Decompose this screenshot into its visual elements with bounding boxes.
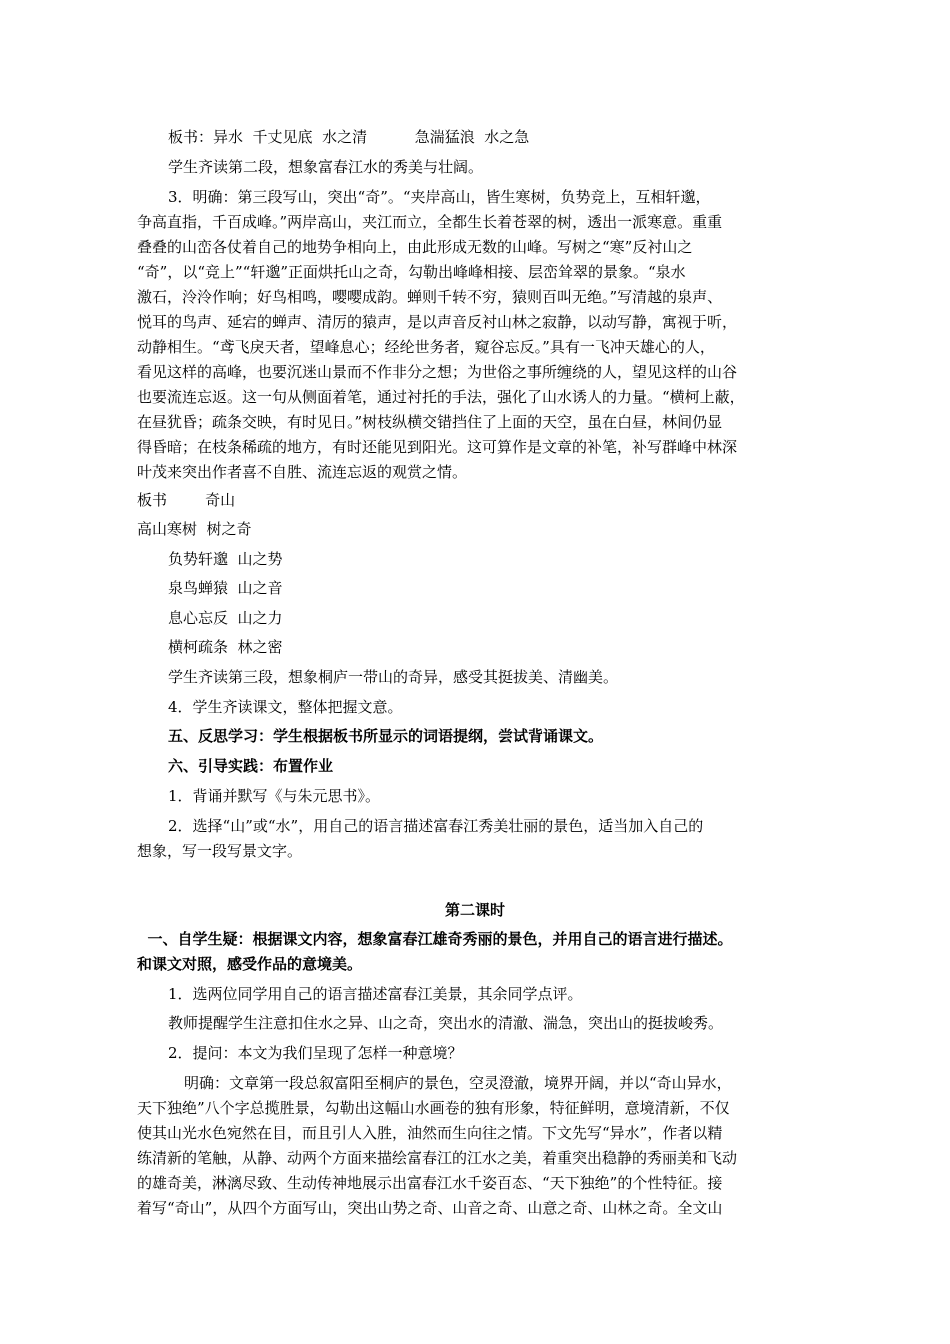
section-heading: 五、反思学习：学生根据板书所显示的词语提纲，尝试背诵课文。 xyxy=(168,727,604,745)
text-line: 着写“奇山”，从四个方面写山，突出山势之奇、山音之奇、山意之奇、山林之奇。全文山 xyxy=(137,1199,723,1217)
text-line: 明确：文章第一段总叙富阳至桐庐的景色，空灵澄澈，境界开阔，并以“奇山异水， xyxy=(184,1074,732,1092)
text-line: 1．背诵并默写《与朱元思书》。 xyxy=(168,787,381,805)
blackboard-line: 泉鸟蝉猿 山之音 xyxy=(168,579,283,597)
text-line: 天下独绝”八个字总揽胜景，勾勒出这幅山水画卷的独有形象，特征鲜明，意境清新，不仅 xyxy=(137,1099,730,1117)
text-line: 4．学生齐读课文，整体把握文意。 xyxy=(168,698,403,716)
text-line: 叠叠的山峦各仗着自己的地势争相向上，由此形成无数的山峰。写树之“寒”反衬山之 xyxy=(137,238,693,256)
text-line: 得昏暗；在枝条稀疏的地方，有时还能见到阳光。这可算作是文章的补笔，补写群峰中林深 xyxy=(137,438,738,456)
text-line: 教师提醒学生注意扣住水之异、山之奇，突出水的清澈、湍急，突出山的挺拔峻秀。 xyxy=(168,1014,724,1032)
blackboard-heading: 板书 奇山 xyxy=(137,491,236,509)
text-line: 叶茂来突出作者喜不自胜、流连忘返的观赏之情。 xyxy=(137,463,468,481)
text-line: 想象，写一段写景文字。 xyxy=(137,842,303,860)
text-line: 学生齐读第二段，想象富春江水的秀美与壮阔。 xyxy=(168,158,484,176)
blackboard-line: 负势轩邈 山之势 xyxy=(168,550,283,568)
text-line: 2．选择“山”或“水”，用自己的语言描述富春江秀美壮丽的景色，适当加入自己的 xyxy=(168,817,704,835)
blackboard-line: 高山寒树 树之奇 xyxy=(137,520,252,538)
text-line: 动静相生。“鸢飞戾天者，望峰息心；经纶世务者，窥谷忘反。”具有一飞冲天雄心的人， xyxy=(137,338,715,356)
section-heading: 和课文对照，感受作品的意境美。 xyxy=(137,955,363,973)
text-line: 争高直指，千百成峰。”两岸高山，夹江而立，全都生长着苍翠的树，透出一派寒意。重重 xyxy=(137,213,723,231)
text-line: 的雄奇美，淋漓尽致、生动传神地展示出富春江水千姿百态、“天下独绝”的个性特征。接 xyxy=(137,1174,723,1192)
text-line: 学生齐读第三段，想象桐庐一带山的奇异，感受其挺拔美、清幽美。 xyxy=(168,668,619,686)
text-line: 激石，泠泠作响；好鸟相鸣，嘤嘤成韵。蝉则千转不穷，猿则百叫无绝。”写清越的泉声、 xyxy=(137,288,723,306)
section-heading: 六、引导实践：布置作业 xyxy=(168,757,334,775)
section-heading: 一、自学生疑：根据课文内容，想象富春江雄奇秀丽的景色，并用自己的语言进行描述。 xyxy=(137,930,733,948)
text-line: 使其山光水色宛然在目，而且引人入胜，油然而生向往之情。下文先写“异水”，作者以精 xyxy=(137,1124,723,1142)
text-line: 也要流连忘返。这一句从侧面着笔，通过衬托的手法，强化了山水诱人的力量。“横柯上蔽， xyxy=(137,388,745,406)
blackboard-line: 横柯疏条 林之密 xyxy=(168,638,283,656)
text-line: 看见这样的高峰，也要沉迷山景而不作非分之想；为世俗之事所缠绕的人，望见这样的山谷 xyxy=(137,363,738,381)
text-line: 1．选两位同学用自己的语言描述富春江美景，其余同学点评。 xyxy=(168,985,583,1003)
text-line: 板书：异水 千丈见底 水之清 急湍猛浪 水之急 xyxy=(168,128,530,146)
blackboard-line: 息心忘反 山之力 xyxy=(168,609,283,627)
text-line: 在昼犹昏；疏条交映，有时见日。”树枝纵横交错挡住了上面的天空，虽在白昼，林间仍显 xyxy=(137,413,723,431)
text-line: 悦耳的鸟声、延宕的蝉声、清厉的猿声，是以声音反衬山林之寂静，以动写静，寓视于听， xyxy=(137,313,738,331)
text-line: 3．明确：第三段写山，突出“奇”。“夹岸高山，皆生寒树，负势竞上，互相轩邈， xyxy=(168,188,711,206)
text-line: 练清新的笔触，从静、动两个方面来描绘富春江的江水之美，着重突出稳静的秀丽美和飞动 xyxy=(137,1149,738,1167)
text-line: “奇”，以“竞上”“轩邈”正面烘托山之奇，勾勒出峰峰相接、层峦耸翠的景象。“泉水 xyxy=(137,263,686,281)
lesson-title: 第二课时 xyxy=(444,901,505,919)
text-line: 2．提问：本文为我们呈现了怎样一种意境？ xyxy=(168,1044,463,1062)
